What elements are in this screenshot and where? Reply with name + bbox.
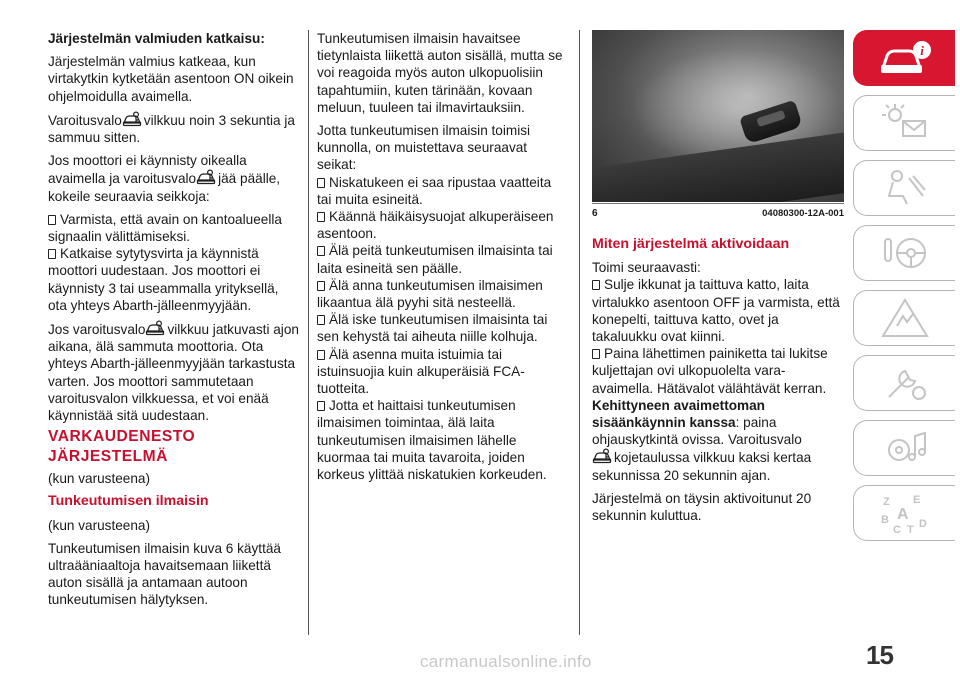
car-key-warning-lamp-icon [122, 111, 144, 128]
paragraph: Järjestelmän valmius katkeaa, kun virtakytkin kytketään asentoon ON oikein ohjelmoidulla avaimella. [48, 54, 294, 104]
bullet-item: Jotta et haittaisi tunkeutumisen ilmaisimen toimintaa, älä laita tunkeutumisen ilmaisimen lähelle kuormaa tai muita tavaroita, joiden korkeus ylittää niskatukien korkeuden. [317, 398, 547, 483]
bullet-item: Sulje ikkunat ja taittuva katto, laita virtalukko asentoon OFF ja varmista, että konepelti, taittuva katto, ovet ja takaluukku ovat kiinni. [592, 277, 840, 345]
media-note-icon[interactable] [853, 420, 955, 476]
bullet-icon [317, 350, 325, 360]
bullet-icon [317, 315, 325, 325]
svg-text:D: D [918, 518, 927, 530]
bullet-item: Älä asenna muita istuimia tai istuinsuojia kuin alkuperäisiä FCA-tuotteita. [317, 346, 525, 397]
car-key-warning-lamp-icon [145, 320, 167, 337]
bullet-icon [48, 215, 56, 225]
steering-key-icon[interactable] [853, 225, 955, 281]
intrusion-sensor-photo [592, 30, 844, 202]
sub-heading: Tunkeutumisen ilmaisin [48, 493, 209, 510]
bullet-icon [592, 349, 600, 359]
note: (kun varusteena) [48, 471, 151, 487]
chapter-tabs [853, 30, 955, 550]
warning-triangle-icon[interactable] [853, 290, 955, 346]
bullet-item: Älä peitä tunkeutumisen ilmaisinta tai laita esineitä sen päälle. [317, 243, 553, 276]
bullet-icon [317, 281, 325, 291]
bullet-item: Käännä häikäisysuojat alkuperäiseen asentoon. [317, 209, 554, 242]
paragraph: Jotta tunkeutumisen ilmaisin toimisi kunnolla, on muistettava seuraavat seikat: [317, 123, 531, 173]
watermark: carmanualsonline.info [420, 652, 592, 671]
paragraph: Järjestelmä on täysin aktivoitunut 20 sekunnin kuluttua. [592, 490, 812, 524]
bullet-icon [317, 246, 325, 256]
caption-rule [592, 203, 844, 204]
column-middle [317, 30, 569, 483]
section-title: JÄRJESTELMÄ [48, 448, 168, 466]
bullet-item: Varmista, että avain on kantoalueella signaalin välittämiseksi. [48, 211, 282, 245]
car-key-warning-lamp-icon [196, 169, 218, 186]
paragraph: Jos varoitusvalo vilkkuu jatkuvasti ajon aikana, älä sammuta moottoria. Ota yhteys Abarth-jälleenmyyjään tarkastusta varten. Jos moottori sammutetaan varoitusvalon vilkkuessa, et voi enää käynnistää sitä uudestaan. [48, 322, 299, 424]
column-divider [579, 30, 580, 635]
car-info-icon[interactable] [853, 30, 955, 86]
airbag-seat-icon[interactable] [853, 160, 955, 216]
section-title: VARKAUDENESTO [48, 428, 196, 446]
bullet-item: Niskatukeen ei saa ripustaa vaatteita tai muita esineitä. [317, 174, 552, 207]
dashboard-lights-icon[interactable] [853, 95, 955, 151]
bullet-icon [317, 212, 325, 222]
bullet-icon [48, 249, 56, 259]
bullet-item: Paina lähettimen painiketta tai lukitse kuljettajan ovi ulkopuolelta vara-avaimella. Hätävalot välähtävät kerran. Kehittyneen avaimettoman sisäänkäynnin kanssa: paina ohjauskytkintä ovissa. Varoitusvalo kojetaulussa vilkkuu kaksi kertaa sekunnissa 20 sekunnin ajan. [592, 346, 828, 483]
bullet-item: Älä anna tunkeutumisen ilmaisimen likaantua älä pyyhi sitä nesteellä. [317, 277, 543, 311]
svg-text:T: T [906, 524, 914, 535]
column-left [48, 30, 300, 615]
paragraph: Jos moottori ei käynnisty oikealla avaimella ja varoitusvalo jää päälle, kokeile seuraavia seikkoja: [48, 153, 281, 204]
alphabet-index-icon[interactable] [853, 485, 955, 541]
paragraph: Tunkeutumisen ilmaisin havaitsee tietynlaista liikettä auton sisällä, mutta se voi reagoida myös auton ulkopuolisiin tapahtumiin, kuten tärinään, kovaan meluun, tuuleen tai ilmavirtauksiin. [317, 31, 563, 115]
bullet-icon [317, 178, 325, 188]
paragraph: Tunkeutumisen ilmaisin kuva 6 käyttää ultraääniaaltoja havaitsemaan liikettä auton sisällä ja antamaan autoon tunkeutumisen hälytyksen. [48, 540, 281, 608]
sub-heading: Miten järjestelmä aktivoidaan [592, 236, 790, 252]
bullet-item: Älä iske tunkeutumisen ilmaisinta tai sen kehystä tai aiheuta niille kolhuja. [317, 312, 548, 345]
figure-number: 6 [592, 208, 598, 219]
note: (kun varusteena) [48, 517, 151, 533]
svg-text:Z: Z [882, 496, 890, 508]
figure-code: 04080300-12A-001 [762, 208, 844, 219]
service-wrench-icon[interactable] [853, 355, 955, 411]
paragraph: Varoitusvalo vilkkuu noin 3 sekuntia ja sammuu sitten. [48, 112, 295, 146]
paragraph: Toimi seuraavasti: [592, 260, 701, 276]
column-divider [308, 30, 309, 635]
page-number: 15 [866, 640, 893, 670]
car-key-warning-lamp-icon [592, 448, 614, 465]
svg-text:E: E [912, 494, 920, 506]
column-right [592, 236, 844, 530]
svg-text:B: B [880, 514, 889, 526]
svg-text:A: A [896, 506, 909, 523]
bullet-item: Katkaise sytytysvirta ja käynnistä moottori uudestaan. Jos moottori ei käynnisty 3 tai useammalla yrityksellä, ota yhteys Abarth-jälleenmyyjään. [48, 246, 279, 313]
bullet-icon [592, 280, 600, 290]
svg-text:C: C [892, 524, 901, 535]
section-heading: Järjestelmän valmiuden katkaisu: [48, 31, 265, 46]
svg-text:i: i [919, 43, 924, 58]
bullet-icon [317, 401, 325, 411]
